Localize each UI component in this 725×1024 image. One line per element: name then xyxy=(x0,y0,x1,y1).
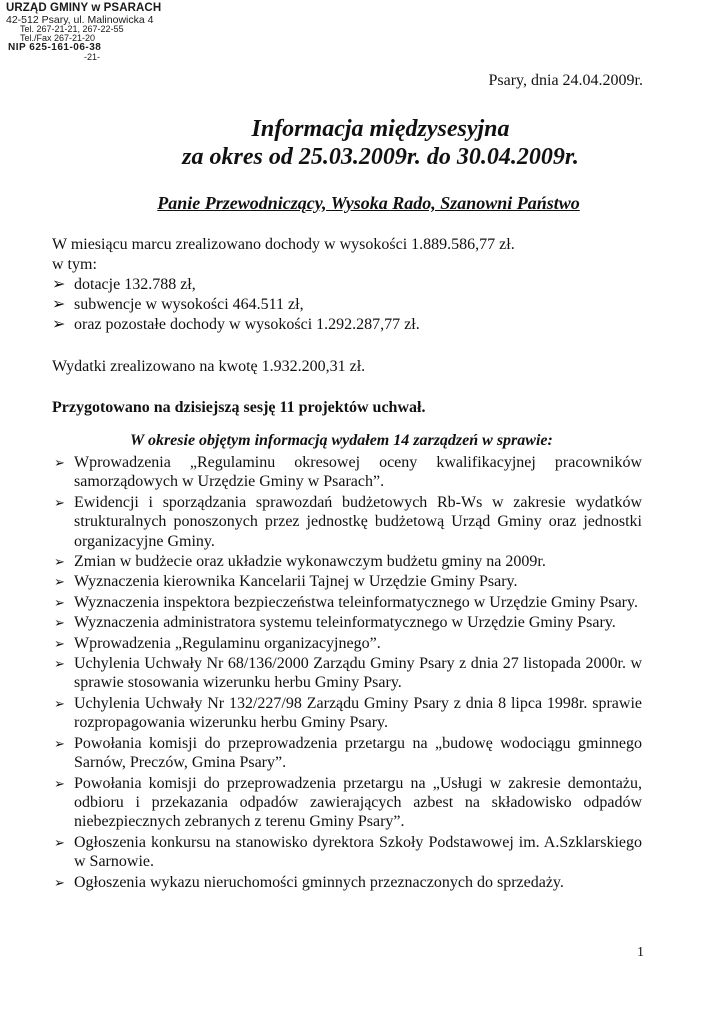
income-item: ➢ dotacje 132.788 zł, xyxy=(52,276,196,293)
stamp-fax: Tel./Fax 267-21-20 xyxy=(20,33,96,43)
stamp-phone: Tel. 267-21-21, 267-22-55 xyxy=(20,24,124,34)
arrow-bullet-icon: ➢ xyxy=(54,494,65,510)
page-number: 1 xyxy=(637,945,644,960)
arrow-bullet-icon: ➢ xyxy=(52,316,66,333)
list-item: ➢ Powołania komisji do przeprowadzenia przetargu na „Usługi w zakresie demontażu, odbioru i przekazania odpadów zawierających azbest na składowisko odpadów niebezpiecznych zebranych z terenu Gminy Psary”. xyxy=(54,774,642,831)
list-item: ➢ Zmian w budżecie oraz układzie wykonawczym budżetu gminy na 2009r. xyxy=(54,553,546,571)
list-item: ➢ Wyznaczenia administratora systemu teleinformatycznego w Urzędzie Gminy Psary. xyxy=(54,614,616,632)
list-item: ➢ Ogłoszenia wykazu nieruchomości gminnych przeznaczonych do sprzedaży. xyxy=(54,873,564,891)
list-item: ➢ Uchylenia Uchwały Nr 68/136/2000 Zarządu Gminy Psary z dnia 27 listopada 2000r. w sprawie stosowania wizerunku herbu Gminy Psary. xyxy=(54,655,642,692)
arrow-bullet-icon: ➢ xyxy=(54,635,65,651)
date-line: Psary, dnia 24.04.2009r. xyxy=(488,72,643,89)
income-item: ➢ oraz pozostałe dochody w wysokości 1.292.287,77 zł. xyxy=(52,316,420,333)
document-period: za okres od 25.03.2009r. do 30.04.2009r. xyxy=(182,144,579,170)
arrow-bullet-icon: ➢ xyxy=(52,296,66,313)
list-item: ➢ Wyznaczenia kierownika Kancelarii Tajnej w Urzędzie Gminy Psary. xyxy=(54,573,518,591)
arrow-bullet-icon: ➢ xyxy=(54,775,65,791)
income-in-that: w tym: xyxy=(52,256,97,273)
stamp-office-name: URZĄD GMINY w PSARACH xyxy=(6,2,162,14)
arrow-bullet-icon: ➢ xyxy=(54,874,65,890)
greeting: Panie Przewodniczący, Wysoka Rado, Szanowni Państwo xyxy=(157,193,580,213)
arrow-bullet-icon: ➢ xyxy=(54,834,65,850)
stamp-address: 42-512 Psary, ul. Malinowicka 4 xyxy=(6,13,154,26)
list-item: ➢ Wyznaczenia inspektora bezpieczeństwa teleinformatycznego w Urzędzie Gminy Psary. xyxy=(54,593,638,611)
document-title: Informacja międzysesyjna xyxy=(251,116,510,142)
arrow-bullet-icon: ➢ xyxy=(54,735,65,751)
arrow-bullet-icon: ➢ xyxy=(54,656,65,672)
stamp-nip: NIP 625-161-06-38 xyxy=(8,42,102,53)
income-item: ➢ subwencje w wysokości 464.511 zł, xyxy=(52,296,304,313)
arrow-bullet-icon: ➢ xyxy=(54,554,65,570)
list-item: ➢ Wprowadzenia „Regulaminu okresowej oceny kwalifikacyjnej pracowników samorządowych w Urzędzie Gminy w Psarach”. xyxy=(54,454,642,491)
arrow-bullet-icon: ➢ xyxy=(54,594,65,610)
arrow-bullet-icon: ➢ xyxy=(54,455,65,470)
arrow-bullet-icon: ➢ xyxy=(54,574,65,590)
list-item: ➢ Uchylenia Uchwały Nr 132/227/98 Zarządu Gminy Psary z dnia 8 lipca 1998r. sprawie rozpropagowania wizerunku herbu Gminy Psary. xyxy=(54,694,642,732)
projects-paragraph: Przygotowano na dzisiejszą sesję 11 projektów uchwał. xyxy=(52,399,426,416)
office-stamp xyxy=(6,3,186,62)
list-item: ➢ Ewidencji i sporządzania sprawozdań budżetowych Rb-Ws w zakresie wydatków strukturalnych ponoszonych przez jednostkę budżetową Urząd Gminy oraz jednostki organizacyjne Gminy. xyxy=(54,493,642,550)
arrow-bullet-icon: ➢ xyxy=(54,695,65,711)
income-intro: W miesiącu marcu zrealizowano dochody w wysokości 1.889.586,77 zł. xyxy=(52,236,515,253)
expenses-paragraph: Wydatki zrealizowano na kwotę 1.932.200,31 zł. xyxy=(52,358,366,375)
list-item: ➢ Powołania komisji do przeprowadzenia przetargu na „budowę wodociągu gminnego Sarnów, Preczów, Gmina Psary”. xyxy=(54,734,642,772)
arrow-bullet-icon: ➢ xyxy=(52,276,66,293)
list-item: ➢ Wprowadzenia „Regulaminu organizacyjnego”. xyxy=(54,634,381,652)
stamp-number: -21- xyxy=(84,52,101,62)
income-section xyxy=(52,235,642,335)
orders-heading: W okresie objętym informacją wydałem 14 zarządzeń w sprawie: xyxy=(130,432,553,449)
list-item: ➢ Ogłoszenia konkursu na stanowisko dyrektora Szkoły Podstawowej im. A.Szklarskiego w Sarnowie. xyxy=(54,833,642,871)
arrow-bullet-icon: ➢ xyxy=(54,615,65,631)
orders-list xyxy=(52,453,642,893)
